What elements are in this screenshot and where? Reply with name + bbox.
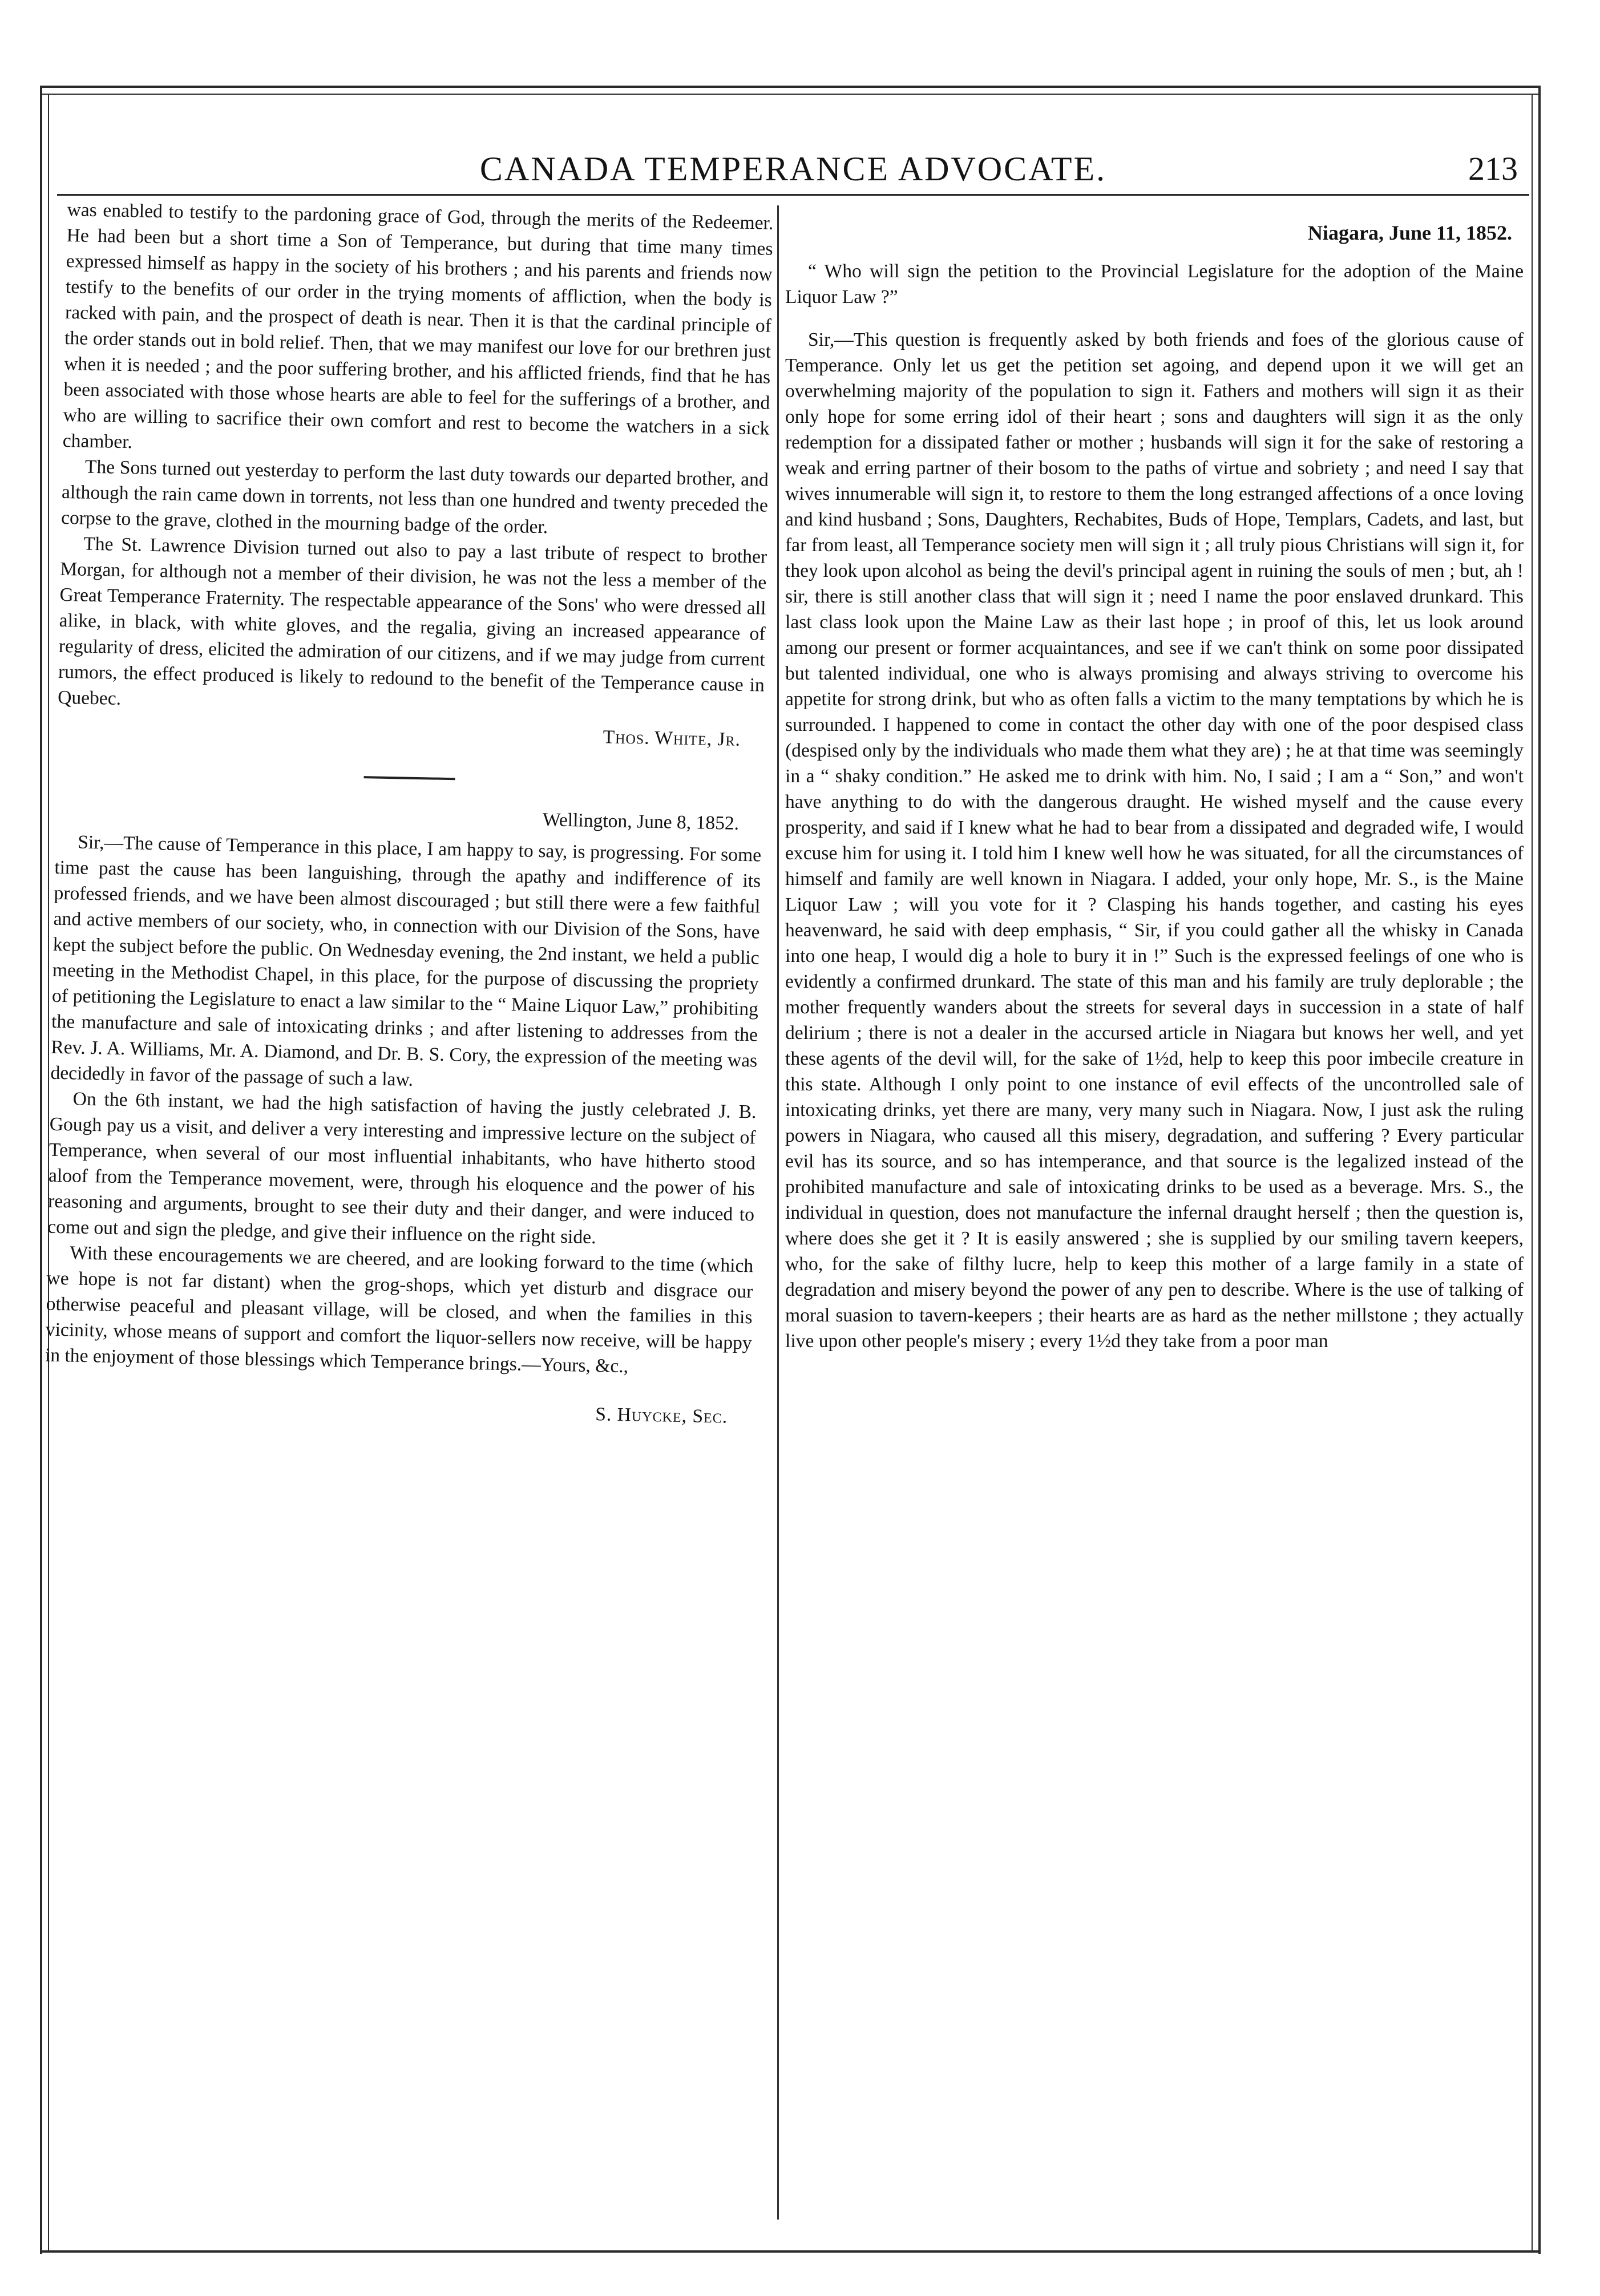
right-column bbox=[785, 220, 1524, 1354]
letter-paragraph: On the 6th instant, we had the high satisfaction of having the justly celebrated J. B. Gough pay us a visit, and deliver a very interesting and impressive lecture on the subject of Temperance, when several of our most influential inhabitants, who have hitherto stood aloof from the Temperance movement, were, through his eloquence and the power of his reasoning and arguments, brought to see their duty and their danger, and were induced to come out and sign the pledge, and give their influence on the right side. bbox=[47, 1088, 757, 1248]
article-paragraph: The St. Lawrence Division turned out also to pay a last tribute of respect to brother Morgan, for although not a member of their division, he was not the less a member of the Great Temperance Fraternity. The respectable appearance of the Sons' who were dressed all alike, in black, with white gloves, and the regalia, giving an increased appearance of regularity of dress, elicited the admiration of our citizens, and if we may judge from current rumors, the effect produced is likely to redound to the benefit of the Temperance cause in Quebec. bbox=[57, 533, 767, 709]
publication-title: CANADA TEMPERANCE ADVOCATE. bbox=[479, 150, 1107, 188]
column-divider bbox=[777, 205, 779, 2220]
left-column bbox=[44, 197, 774, 1430]
frame-bottom-rule bbox=[40, 2250, 1541, 2253]
epigraph: “ Who will sign the petition to the Provincial Legislature for the adoption of the Maine Liquor Law ?” bbox=[785, 261, 1524, 308]
frame-right-rule bbox=[1538, 86, 1541, 2254]
frame-top-rule bbox=[40, 86, 1541, 88]
article-paragraph: The Sons turned out yesterday to perform the last duty towards our departed brother, and although the rain came down in torrents, not less than one hundred and twenty preceded the corpse to the grave, clothed in the mourning badge of the order. bbox=[60, 456, 769, 538]
dateline-niagara: Niagara, June 11, 1852. bbox=[1307, 221, 1512, 244]
article-paragraph: was enabled to testify to the pardoning grace of God, through the merits of the Redeemer. He had been but a short time a Son of Temperance, but during that time many times expressed himself as happy in the society of his brothers ; and his parents and friends now testify to the benefits of our order in the trying moments of affliction, when the body is racked with pain, and the prospect of death is near. Then it is that the cardinal principle of the order stands out in bold relief. Then, that we may manifest our love for our brethren just when it is needed ; and the poor suffering brother, and his afflicted friends, find that he has been associated with those whose hearts are able to feel for the sufferings of a brother, and who are willing to sacrifice their own comfort and rest to become the watchers in a sick chamber. bbox=[62, 199, 774, 453]
section-divider bbox=[364, 776, 455, 780]
frame-left-rule bbox=[40, 86, 42, 2254]
letter-paragraph: With these encouragements we are cheered, and are looking forward to the time (which we hope is not far distant) when the grog-shops, which yet disturb and disgrace our otherwise peaceful and pleasant village, will be closed, and when the families in this vicinity, whose means of support and comfort the liquor-sellers now receive, will be happy in the enjoyment of those blessings which Temperance brings.—Yours, &c., bbox=[45, 1242, 754, 1377]
frame-right-rule-thin bbox=[1532, 94, 1533, 2250]
letter-paragraph: Sir,—The cause of Temperance in this place, I am happy to say, is progressing. For some time past the cause has been languishing, through the apathy and indifference of its professed friends, and we have been almost discouraged ; but still there were a few faithful and active members of our society, who, in connection with our Division of the Sons, have kept the subject before the public. On Wednesday evening, the 2nd instant, we held a public meeting in the Methodist Chapel, in this place, for the purpose of discussing the propriety of petitioning the Legislature to enact a law similar to the “ Maine Liquor Law,” prohibiting the manufacture and sale of intoxicating drinks ; and after listening to addresses from the Rev. J. A. Williams, Mr. A. Diamond, and Dr. B. S. Cory, the expression of the meeting was decidedly in favor of the passage of such a law. bbox=[50, 831, 762, 1090]
frame-top-rule-thin bbox=[40, 94, 1541, 95]
dateline-wellington: Wellington, June 8, 1852. bbox=[542, 809, 740, 834]
page-header bbox=[63, 149, 1524, 201]
signature-s-huycke: S. Huycke, Sec. bbox=[595, 1404, 728, 1428]
letter-paragraph: Sir,—This question is frequently asked by both friends and foes of the glorious cause of Temperance. Only let us get the petition set agoing, and depend upon it we will get an overwhelming majority of the population to sign it. Fathers and mothers will sign it as their only hope for some erring idol of their heart ; sons and daughters will sign it as the only redemption for a dissipated father or mother ; husbands will sign it for the sake of restoring a weak and erring partner of their bosom to the paths of virtue and sobriety ; and need I say that wives innumerable will sign it, to restore to them the long estranged affections of a once loving and kind husband ; Sons, Daughters, Rechabites, Buds of Hope, Templars, Cadets, and last, but far from least, all Temperance society men will sign it ; all truly pious Christians will sign it, for they look upon alcohol as being the devil's principal agent in ruining the souls of men ; but, ah ! sir, there is still another class that will sign it ; need I name the poor enslaved drunkard. This last class look upon the Maine Law as their last hope ; in proof of this, let us look around among our present or former acquaintances, and see if we can't think on some poor dissipated but talented individual, one who is always promising and always striving to overcome his appetite for strong drink, but who as often falls a victim to the many temptations by which he is surrounded. I happened to come in contact the other day with one of the poor despised class (despised only by the individuals who made them what they are) ; he at that time was seemingly in a “ shaky condition.” He asked me to drink with him. No, I said ; I am a “ Son,” and won't have anything to do with the dangerous draught. He wished myself and the cause every prosperity, and said if I knew what he had to bear from a dissipated and degraded wife, I would excuse him for using it. I told him I knew well how he was situated, for all the circumstances of himself and family are well known in Niagara. I added, your only hope, Mr. S., is the Maine Liquor Law ; will you vote for it ? Clasping his hands together, and casting his eyes heavenward, he said with deep emphasis, “ Sir, if you could gather all the whisky in Canada into one heap, I would dig a hole to bury it in !” Such is the expressed feelings of one who is evidently a confirmed drunkard. The state of this man and his family are truly deplorable ; the mother frequently wanders about the streets for several days in succession in a state of half delirium ; there is not a dealer in the accursed article in Niagara but knows her well, and yet these agents of the devil will, for the sake of 1½d, help to keep this poor imbecile creature in this state. Although I only point to one instance of evil effects of the uncontrolled sale of intoxicating drinks, yet there are many, very many such in Niagara. Now, I just ask the ruling powers in Niagara, who caused all this misery, degradation, and suffering ? Every particular evil has its source, and so has intemperance, and that source is the legalized instead of the prohibited manufacture and sale of intoxicating drinks to be used as a beverage. Mrs. S., the individual in question, does not manufacture the infernal draught herself ; then the question is, where does she get it ? It is easily answered ; she is supplied by our smiling tavern keepers, who, for the sake of filthy lucre, help to keep this mother of a large family in a state of degradation and misery beyond the power of any pen to describe. Where is the use of talking of moral suasion to tavern-keepers ; their hearts are as hard as the nether millstone ; they actually live upon other people's misery ; every 1½d they take from a poor man bbox=[785, 329, 1524, 1352]
signature-thos-white: Thos. White, Jr. bbox=[603, 726, 741, 750]
page-number: 213 bbox=[1468, 150, 1518, 187]
